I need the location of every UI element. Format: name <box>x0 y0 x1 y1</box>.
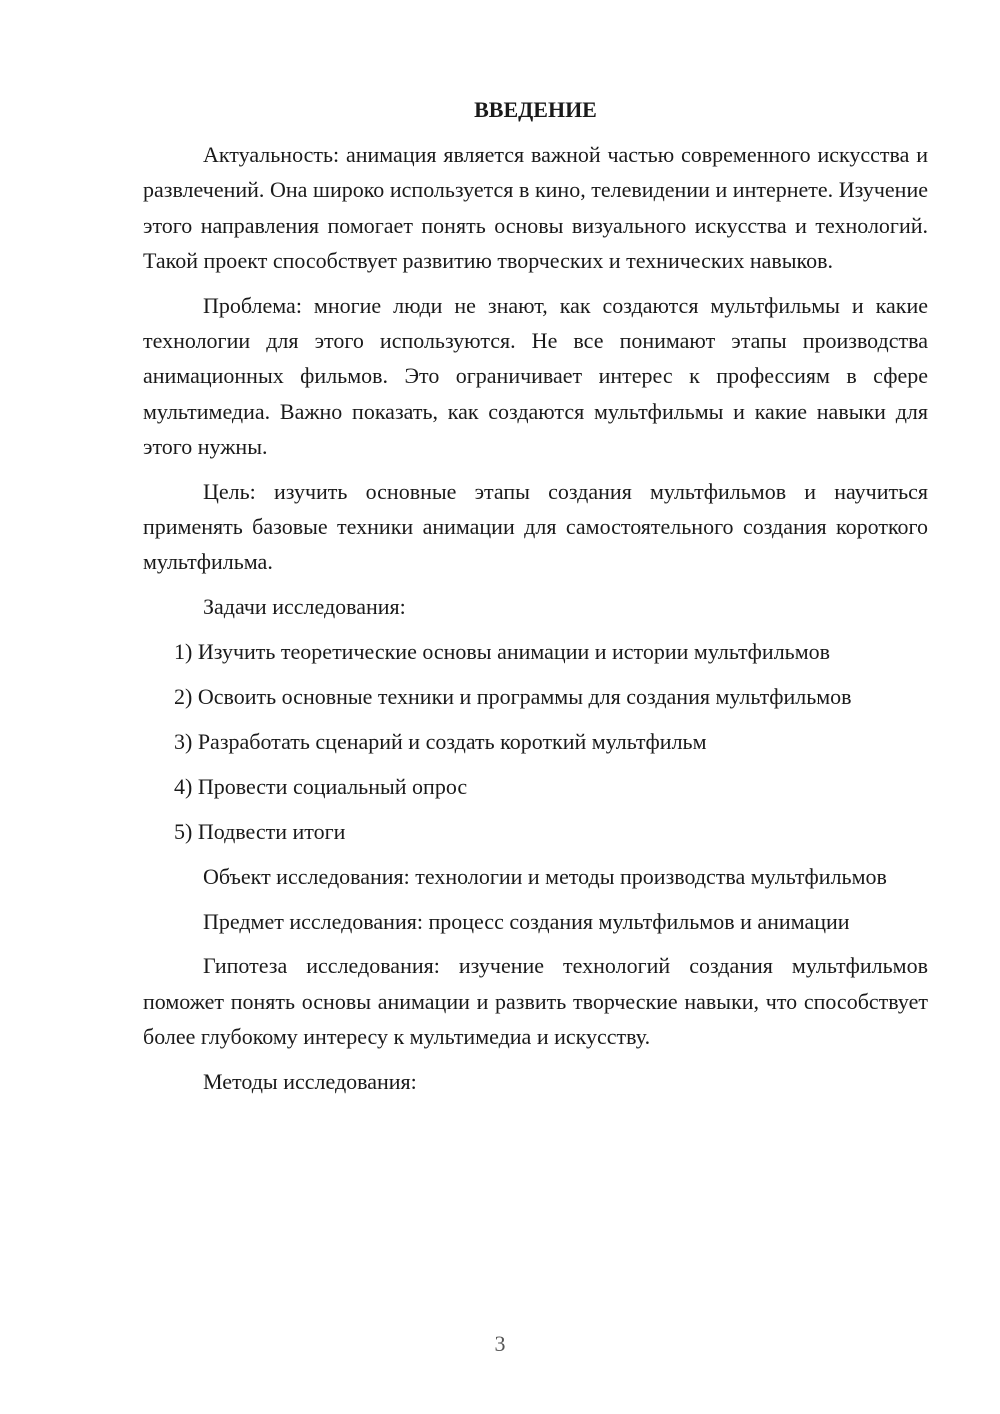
page-number: 3 <box>494 1331 506 1356</box>
task-item-1: 1) Изучить теоретические основы анимации и истории мультфильмов <box>174 639 831 665</box>
hypothesis-paragraph: Гипотеза исследования: изучение технологий создания мультфильмов поможет понять основы анимации и развить творческие навыки, что способствует более глубокому интересу к мультимедиа и искусству. <box>143 953 928 1050</box>
document-page <box>143 92 928 1109</box>
task-item-5: 5) Подвести итоги <box>174 818 346 844</box>
task-item-4: 4) Провести социальный опрос <box>174 773 468 799</box>
goal-paragraph: Цель: изучить основные этапы создания мультфильмов и научиться применять базовые техники анимации для самостоятельного создания короткого мультфильма. <box>143 478 928 575</box>
problem-paragraph: Проблема: многие люди не знают, как создаются мультфильмы и какие технологии для этого используются. Не все понимают этапы производства анимационных фильмов. Это ограничивает интерес к профессиям в сфере мультимедиа. Важно показать, как создаются мультфильмы и какие навыки для этого нужны. <box>143 292 928 459</box>
methods-heading: Методы исследования: <box>203 1068 417 1094</box>
tasks-heading: Задачи исследования: <box>203 594 406 620</box>
subject-paragraph: Предмет исследования: процесс создания мультфильмов и анимации <box>203 908 850 934</box>
section-title: ВВЕДЕНИЕ <box>474 97 597 122</box>
relevance-paragraph: Актуальность: анимация является важной частью современного искусства и развлечений. Она широко используется в кино, телевидении и интернете. Изучение этого направления помогает понять основы визуального искусства и технологий. Такой проект способствует развитию творческих и технических навыков. <box>143 142 928 273</box>
task-item-2: 2) Освоить основные техники и программы для создания мультфильмов <box>174 684 852 710</box>
object-paragraph: Объект исследования: технологии и методы производства мультфильмов <box>203 863 887 889</box>
task-item-3: 3) Разработать сценарий и создать короткий мультфильм <box>174 729 707 755</box>
